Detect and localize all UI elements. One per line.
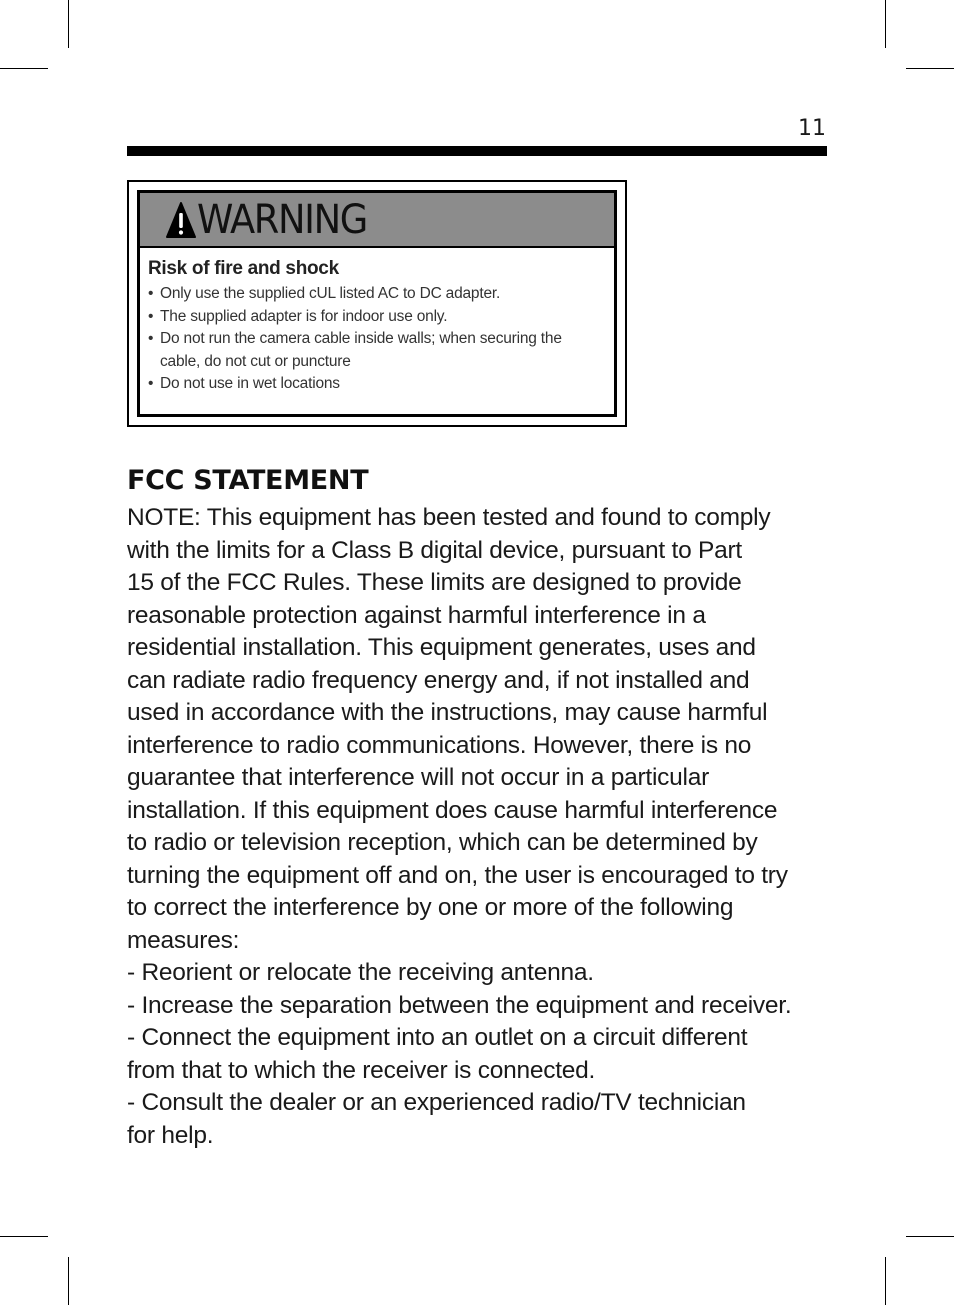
bullet: • [148,307,154,325]
warning-item-text: The supplied adapter is for indoor use only. [160,307,448,325]
fcc-text-line: NOTE: This equipment has been tested and found to comply [127,504,771,531]
warning-item-text: Do not run the camera cable inside walls; when securing the cable, do not cut or puncture [160,330,562,370]
fcc-text-line: - Reorient or relocate the receiving antenna. [127,959,594,986]
warning-list-item [148,373,604,396]
fcc-text-line: from that to which the receiver is connected. [127,1056,596,1084]
warning-subtitle: Risk of fire and shock [148,258,339,279]
fcc-statement-body [127,502,827,1152]
fcc-section-title: FCC STATEMENT [127,465,369,496]
warning-list-item [148,328,604,373]
fcc-text-line: turning the equipment off and on, the user is encouraged to try [127,861,788,889]
crop-mark [885,1257,886,1305]
warning-box [127,180,627,427]
fcc-text-line: for help. [127,1121,214,1149]
bullet: • [148,375,154,392]
fcc-text-line: guarantee that interference will not occur in a particular [127,764,709,791]
fcc-text-line: to radio or television reception, which can be determined by [127,829,758,856]
warning-body [140,248,614,396]
bullet: • [148,285,154,302]
crop-mark [0,1236,48,1237]
bullet: • [148,330,154,347]
fcc-text-line: interference to radio communications. However, there is no [127,731,752,759]
page-number: 11 [798,116,826,141]
fcc-text-line: - Increase the separation between the equipment and receiver. [127,991,792,1019]
crop-mark [0,68,48,69]
crop-mark [885,0,886,48]
warning-header [140,193,614,248]
fcc-text-line: reasonable protection against harmful interference in a [127,601,706,629]
warning-triangle-icon [166,201,196,239]
crop-mark [68,0,69,48]
fcc-text-line: - Consult the dealer or an experienced radio/TV technician [127,1089,746,1116]
fcc-text-line: 15 of the FCC Rules. These limits are designed to provide [127,569,742,596]
fcc-text-line: can radiate radio frequency energy and, if not installed and [127,666,750,694]
fcc-text-line: with the limits for a Class B digital device, pursuant to Part [127,536,742,564]
warning-item-text: Only use the supplied cUL listed AC to DC adapter. [160,285,501,302]
warning-list-item [148,283,604,306]
fcc-text-line: - Connect the equipment into an outlet on a circuit different [127,1024,748,1051]
fcc-text-line: measures: [127,926,240,954]
warning-list-item [148,306,604,329]
warning-item-text: Do not use in wet locations [160,375,340,392]
crop-mark [68,1257,69,1305]
fcc-text-line: installation. If this equipment does cause harmful interference [127,796,778,824]
crop-mark [906,68,954,69]
fcc-text-line: used in accordance with the instructions, may cause harmful [127,699,768,726]
warning-inner-frame [137,190,617,417]
crop-mark [906,1236,954,1237]
fcc-text-line: residential installation. This equipment generates, uses and [127,634,756,661]
header-rule [127,146,827,156]
fcc-text-line: to correct the interference by one or more of the following [127,894,734,921]
warning-title: WARNING [197,196,367,243]
